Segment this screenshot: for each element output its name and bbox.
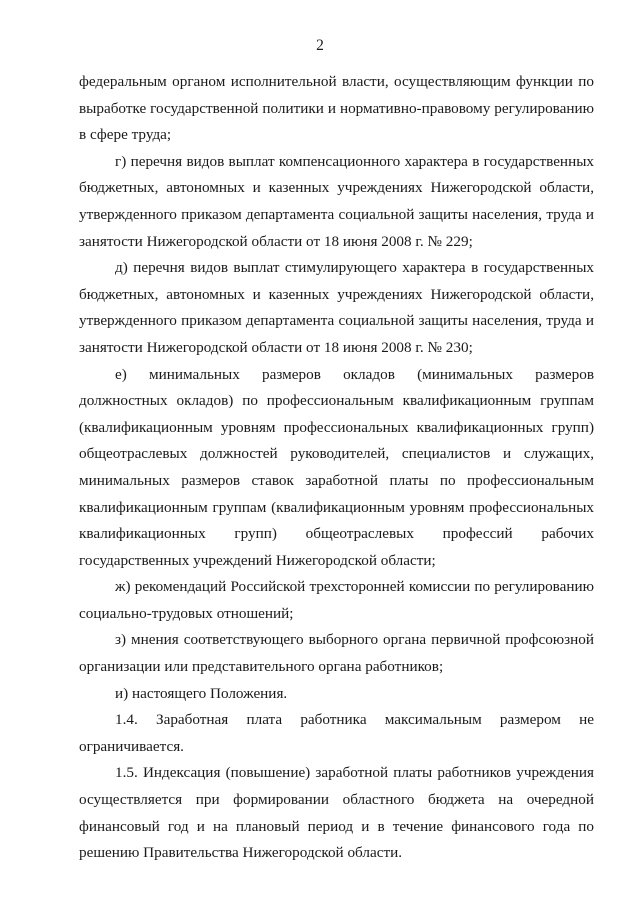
page-number: 2 — [316, 37, 324, 54]
paragraph-item-i: и) настоящего Положения. — [115, 684, 288, 702]
paragraph-continuation: федеральным органом исполнительной власти, осуществляющим функции по выработке государственной политики и нормативно-правовому регулированию в сфере труда; — [79, 73, 594, 144]
paragraph-clause-1-5: 1.5. Индексация (повышение) заработной платы работников учреждения осуществляется при формировании областного бюджета на очередной финансовый год и на плановый период и в течение финансового года по решению Правительства Нижегородской области. — [79, 764, 594, 862]
paragraph-clause-1-4: 1.4. Заработная плата работника максимальным размером не ограничивается. — [79, 711, 594, 755]
document-body — [79, 69, 594, 867]
paragraph-item-g: г) перечня видов выплат компенсационного характера в государственных бюджетных, автономных и казенных учреждениях Нижегородской области, утвержденного приказом департамента социальной защиты населения, труда и занятости Нижегородской области от 18 июня 2008 г. № 229; — [79, 152, 594, 250]
paragraph-item-d: д) перечня видов выплат стимулирующего характера в государственных бюджетных, автономных и казенных учреждениях Нижегородской области, утвержденного приказом департамента социальной защиты населения, труда и занятости Нижегородской области от 18 июня 2008 г. № 230; — [79, 259, 594, 356]
paragraph-item-zh: ж) рекомендаций Российской трехсторонней комиссии по регулированию социально-трудовых отношений; — [79, 578, 594, 622]
paragraph-item-e: е) минимальных размеров окладов (минимальных размеров должностных окладов) по профессиональным квалификационным группам (квалификационным уровням профессиональных квалификационных групп) общеотраслевых должностей руководителей, специалистов и служащих, минимальных размеров ставок заработной платы по профессиональным квалификационным группам (квалификационным уровням профессиональных квалификационных групп) общеотраслевых профессий рабочих государственных учреждений Нижегородской области; — [79, 365, 594, 569]
paragraph-item-z: з) мнения соответствующего выборного органа первичной профсоюзной организации или представительного органа работников; — [79, 631, 594, 676]
